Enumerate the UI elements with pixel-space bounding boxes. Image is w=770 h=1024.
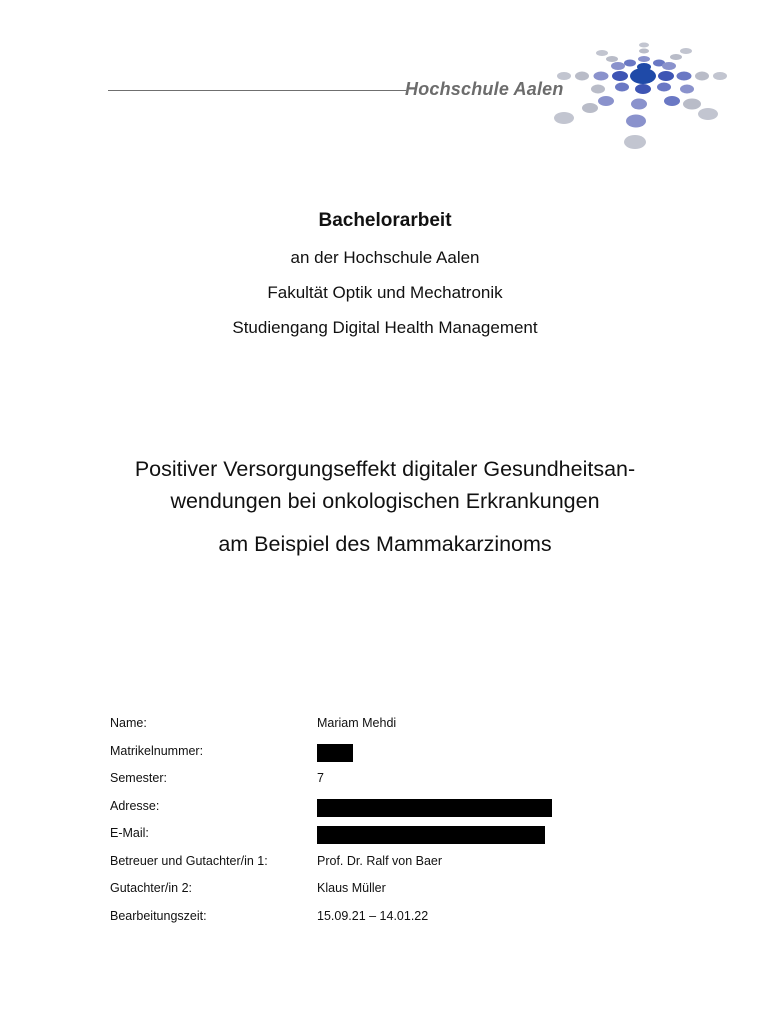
thesis-title-line-2: wendungen bei onkologischen Erkrankungen (170, 489, 600, 513)
thesis-title-line-3: am Beispiel des Mammakarzinoms (218, 532, 552, 556)
thesis-title-line-1: Positiver Versorgungseffekt digitaler Gesundheitsan- (134, 457, 636, 481)
matrikel-redaction (317, 744, 353, 762)
supervisor-label: Betreuer und Gutachter/in 1: (110, 853, 268, 868)
address-redaction (317, 799, 552, 817)
name-value: Mariam Mehdi (317, 716, 397, 730)
semester-value: 7 (317, 771, 324, 785)
logo-dots (554, 43, 727, 150)
reviewer-label: Gutachter/in 2: (110, 881, 192, 895)
email-redaction (317, 826, 545, 844)
author-info-table (110, 712, 670, 932)
reviewer-value: Klaus Müller (317, 881, 386, 895)
info-row-matrikel (110, 740, 670, 768)
email-label: E-Mail: (110, 826, 149, 840)
faculty-line: Fakultät Optik und Mechatronik (267, 283, 503, 302)
university-logo-text: Hochschule Aalen (405, 79, 564, 99)
university-line: an der Hochschule Aalen (290, 248, 480, 267)
info-row-supervisor (110, 850, 670, 878)
info-row-semester (110, 767, 670, 795)
header-rule (108, 90, 406, 91)
matrikel-label: Matrikelnummer: (110, 743, 204, 758)
name-label: Name: (110, 716, 147, 730)
program-line: Studiengang Digital Health Management (232, 318, 538, 337)
period-label: Bearbeitungszeit: (110, 908, 207, 923)
degree-title: Bachelorarbeit (318, 210, 452, 231)
info-row-email (110, 822, 670, 850)
info-row-reviewer (110, 877, 670, 905)
address-label: Adresse: (110, 798, 160, 813)
semester-label: Semester: (110, 771, 167, 785)
info-row-name (110, 712, 670, 740)
info-row-period (110, 905, 670, 933)
period-value: 15.09.21 – 14.01.22 (317, 908, 429, 923)
info-row-address (110, 795, 670, 823)
university-logo-icon (548, 38, 738, 156)
supervisor-value: Prof. Dr. Ralf von Baer (317, 853, 443, 868)
